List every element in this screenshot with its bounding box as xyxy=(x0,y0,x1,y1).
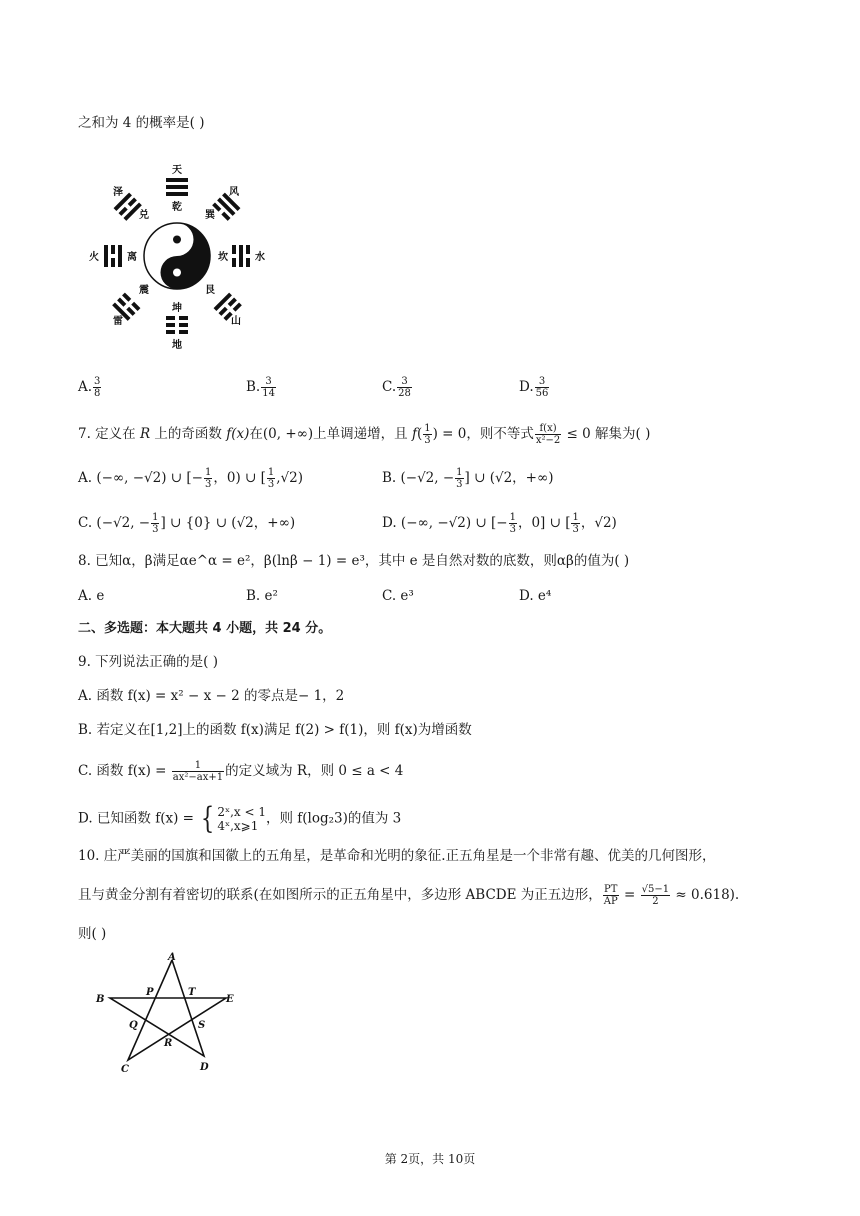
bagua-label-qian: 乾 xyxy=(172,202,182,213)
bagua-label-kun: 坤 xyxy=(172,303,182,314)
bagua-taiji-figure xyxy=(82,158,272,353)
q7-option-c: C. (−√2, − $\frac{1}{3}$ ] ∪ {0} ∪ (√2，+∞) xyxy=(78,512,296,535)
q9-option-c: C. 函数 f(x) = $\frac{1}{\text{ax²−ax+1}}$ 的定义域为 R，则 0 ≤ a < 4 xyxy=(78,760,404,783)
page-footer: 第 2页，共 10页 xyxy=(384,1152,476,1166)
bagua-label-tian: 天 xyxy=(172,165,182,176)
bagua-label-ze: 泽 xyxy=(113,187,123,198)
q9-option-b: B. 若定义在[1,2]上的函数 f(x)满足 f(2) > f(1)，则 f(x)为增函数 xyxy=(78,722,472,738)
bagua-label-di: 地 xyxy=(172,340,182,351)
star-label-s: S xyxy=(198,1020,206,1031)
q6-option-a: A. $\frac{3}{8}$ xyxy=(78,376,101,399)
bagua-label-dui: 兑 xyxy=(139,210,149,221)
q9-stem: 9. 下列说法正确的是( ) xyxy=(78,654,218,670)
q7-option-d: D. (−∞, −√2) ∪ [− $\frac{1}{3}$ ，0] ∪ [ $\frac{1}{3}$ ，√2) xyxy=(382,512,617,535)
bagua-label-li: 离 xyxy=(127,252,137,263)
star-label-e: E xyxy=(226,994,234,1005)
q8-option-b: B. e² xyxy=(246,588,278,604)
star-label-q: Q xyxy=(129,1020,138,1031)
star-label-p: P xyxy=(146,987,154,998)
q9-option-a: A. 函数 f(x) = x² − x − 2 的零点是− 1，2 xyxy=(78,688,345,704)
q10-stem-line1: 10. 庄严美丽的国旗和国徽上的五角星，是革命和光明的象征.正五角星是一个非常有趣、优美的几何图形， xyxy=(78,848,716,864)
q7-option-a: A. (−∞, −√2) ∪ [− $\frac{1}{3}$ ，0) ∪ [ $\frac{1}{3}$ ,√2) xyxy=(78,467,304,490)
bagua-label-xun: 巽 xyxy=(205,210,215,221)
section-heading-multi-choice: 二、多选题：本大题共 4 小题，共 24 分。 xyxy=(78,621,332,636)
q7-stem: 7. 定义在 R 上的奇函数 f(x)在(0, +∞)上单调递增，且 f( $\frac{1}{3}$ ) = 0，则不等式 $\frac{f(x)}{\text{x²−2}}$ ≤ 0 解集为( ) xyxy=(78,423,651,446)
q6-option-d: D. $\frac{3}{56}$ xyxy=(519,376,549,399)
star-label-a: A xyxy=(168,952,176,963)
q8-option-a: A. e xyxy=(78,588,105,604)
star-label-c: C xyxy=(121,1064,129,1075)
star-label-d: D xyxy=(200,1062,209,1073)
bagua-label-lei: 雷 xyxy=(113,316,123,327)
bagua-label-shui: 水 xyxy=(255,252,265,263)
q8-option-d: D. e⁴ xyxy=(519,588,552,604)
q10-stem-line2: 且与黄金分割有着密切的联系(在如图所示的正五角星中，多边形 ABCDE 为正五边形， $\frac{PT}{AP}$ = $\frac{√5-1}{2}$ ≈ 0.618). xyxy=(78,884,740,907)
q6-option-c: C. $\frac{3}{28}$ xyxy=(382,376,411,399)
bagua-label-huo: 火 xyxy=(89,252,99,263)
q8-option-c: C. e³ xyxy=(382,588,414,604)
bagua-label-shan: 山 xyxy=(231,316,241,327)
bagua-label-zhen: 震 xyxy=(139,285,149,296)
q9-option-d: D. 已知函数 f(x) = { 2ˣ,x < 1 4ˣ,x⩾1 ，则 f(log₂3)的值为 3 xyxy=(78,801,402,836)
bagua-label-kan: 坎 xyxy=(218,252,228,263)
q10-stem-line3: 则( ) xyxy=(78,926,107,942)
pentagram-figure xyxy=(88,950,248,1075)
q8-stem: 8. 已知α，β满足αe^α = e²，β(lnβ − 1) = e³，其中 e 是自然对数的底数，则αβ的值为( ) xyxy=(78,553,630,569)
q6-option-b: B. $\frac{3}{14}$ xyxy=(246,376,275,399)
star-label-t: T xyxy=(188,987,196,998)
bagua-label-gen: 艮 xyxy=(205,285,215,296)
star-label-b: B xyxy=(96,994,105,1005)
bagua-label-feng: 风 xyxy=(229,187,239,198)
q6-stem-tail: 之和为 4 的概率是( ) xyxy=(78,115,205,131)
q7-option-b: B. (−√2, − $\frac{1}{3}$ ] ∪ (√2，+∞) xyxy=(382,467,554,490)
star-label-r: R xyxy=(164,1038,173,1049)
